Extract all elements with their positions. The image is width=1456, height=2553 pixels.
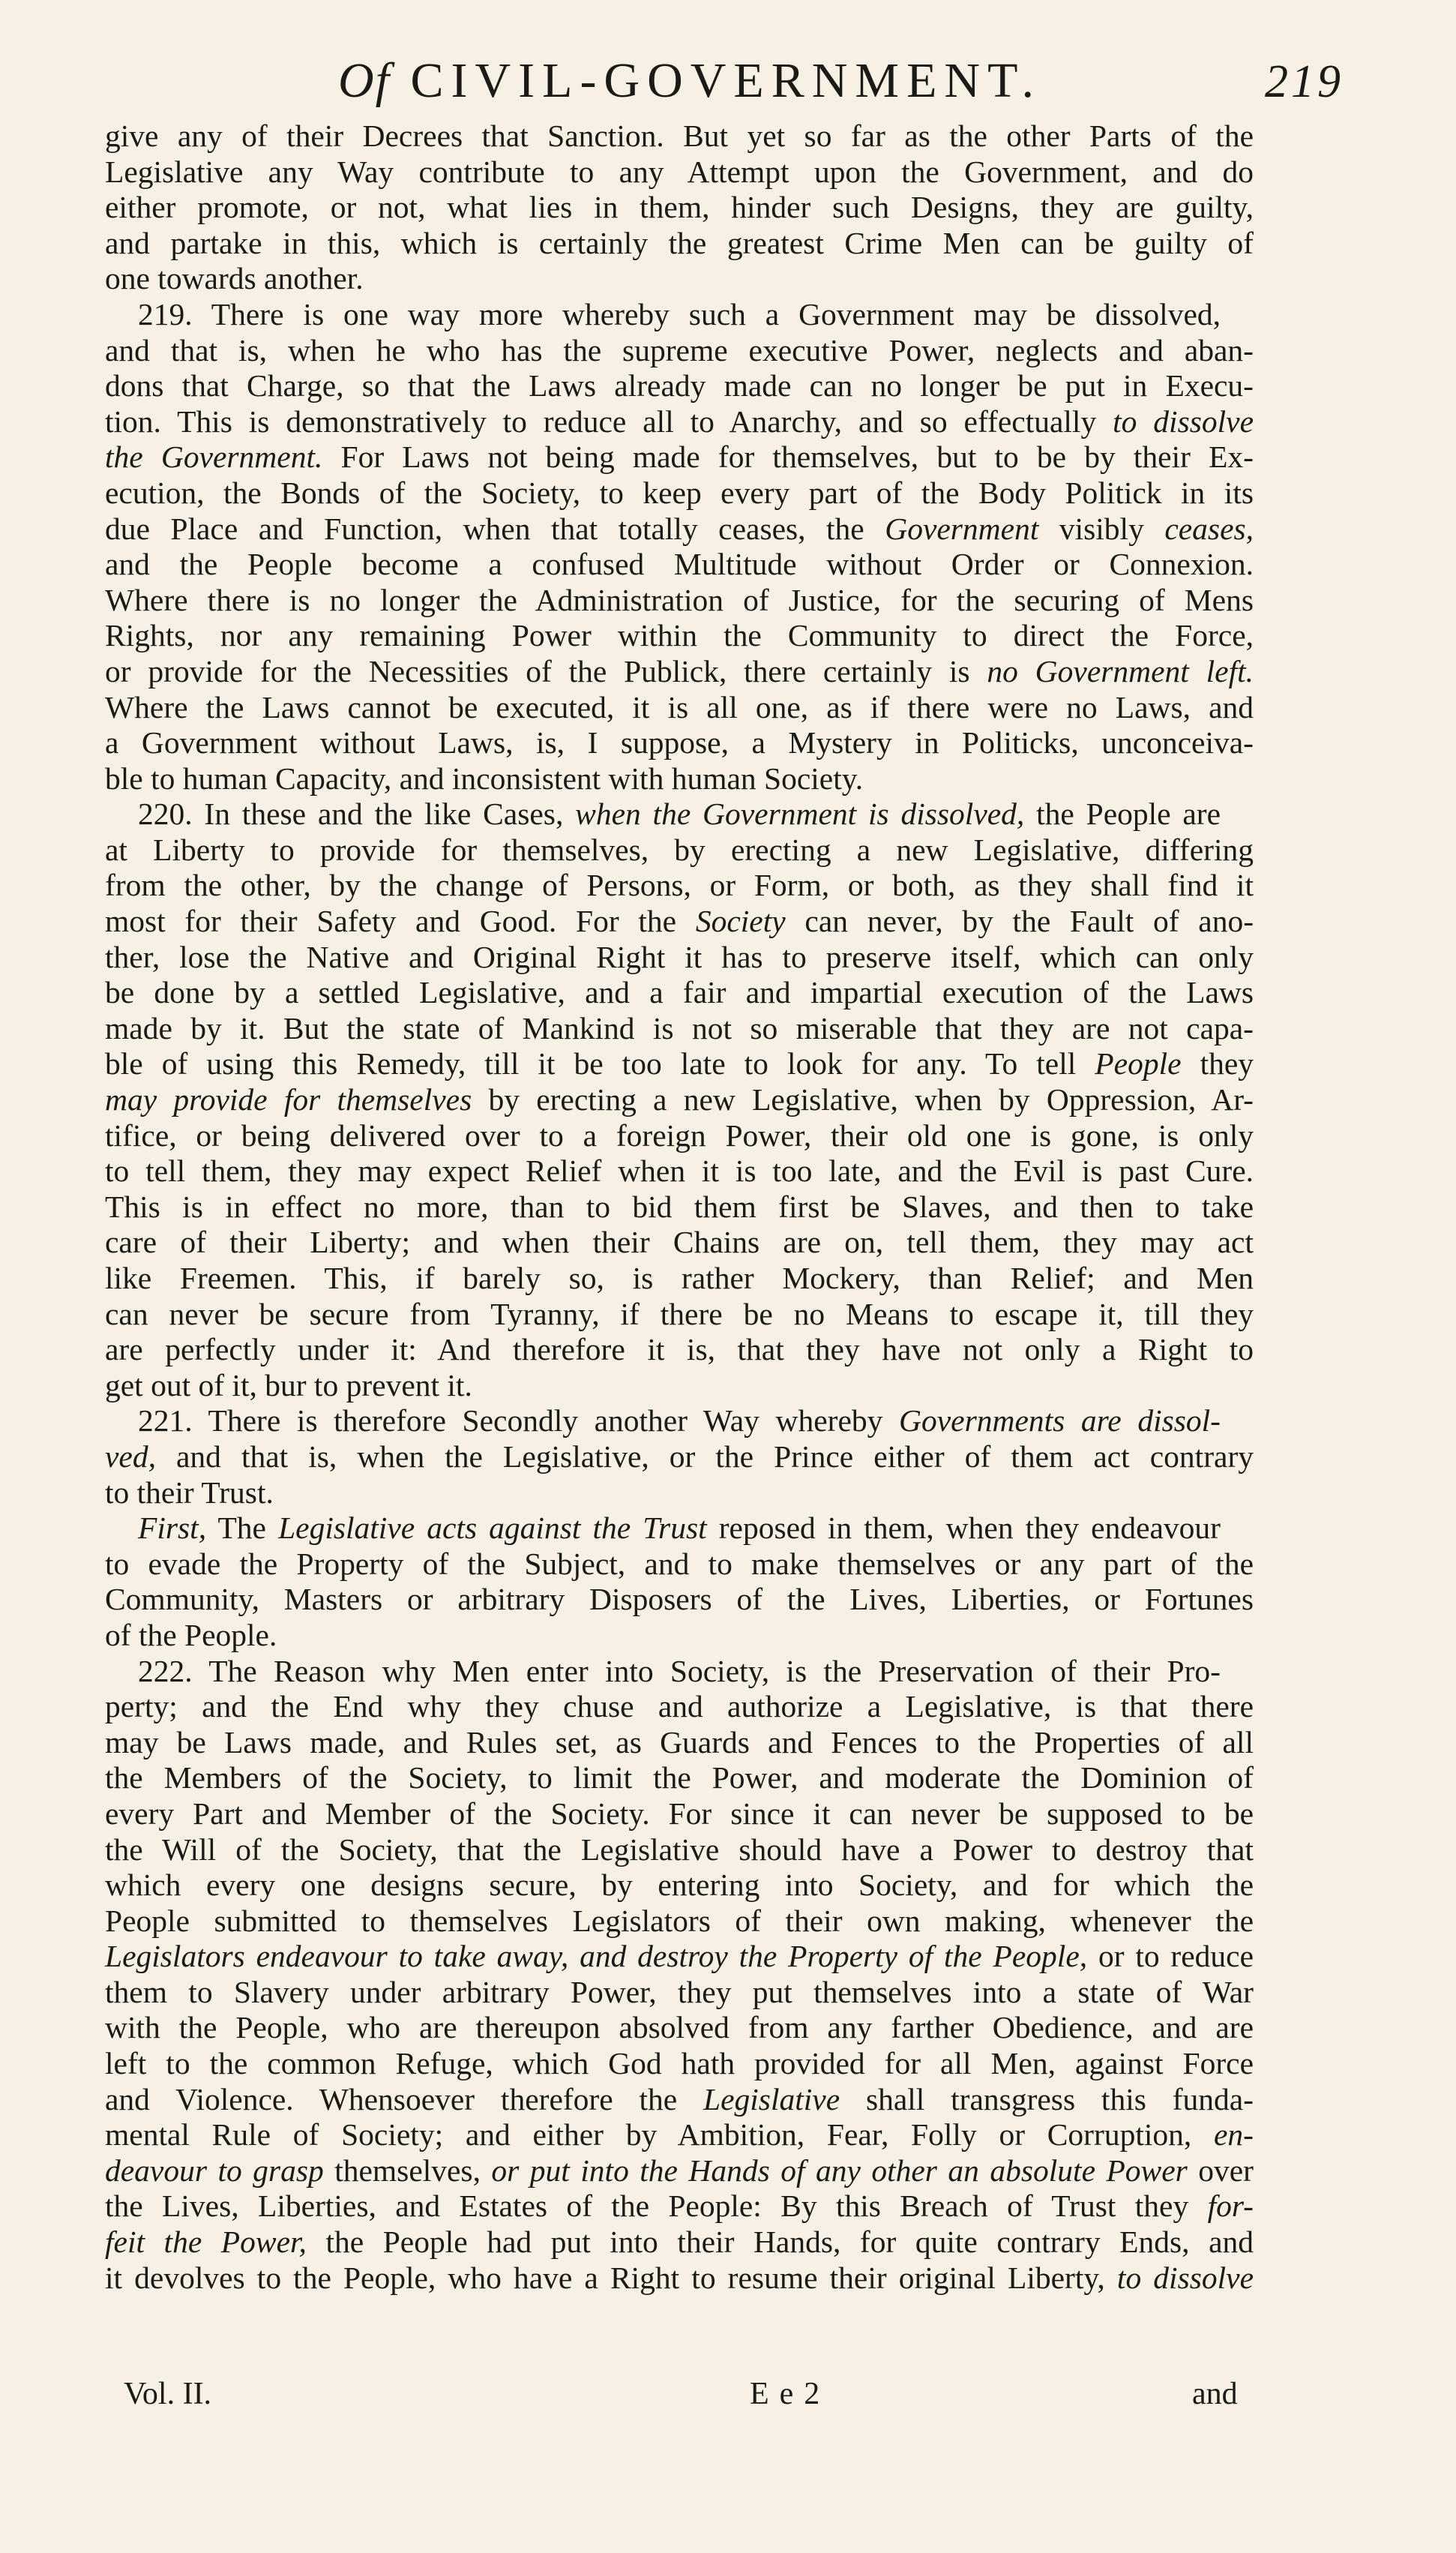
italic-phrase: to dissolve — [1116, 2260, 1254, 2295]
text-line: People submitted to themselves Legislators of their own making, whenever the — [105, 1903, 1254, 1938]
text-line: the Members of the Society, to limit the Power, and moderate the Dominion of — [105, 1760, 1254, 1796]
text-line: give any of their Decrees that Sanction. But yet so far as the other Parts of the — [105, 118, 1254, 153]
text-line: dons that Charge, so that the Laws already made can no longer be put in Execu- — [105, 368, 1254, 404]
text-line: deavour to grasp themselves, or put into the Hands of any other an absolute Power over — [105, 2152, 1254, 2188]
body-text — [105, 118, 1254, 2296]
text-line: can never be secure from Tyranny, if there be no Means to escape it, till they — [105, 1296, 1254, 1331]
text-line: them to Slavery under arbitrary Power, they put themselves into a state of War — [105, 1974, 1254, 2009]
text-line: from the other, by the change of Persons, or Form, or both, as they shall find it — [105, 868, 1254, 903]
text-line: are perfectly under it: And therefore it is, that they have not only a Right to — [105, 1332, 1254, 1367]
text-line: be done by a settled Legislative, and a fair and impartial execution of the Laws — [105, 975, 1254, 1010]
text-line: due Place and Function, when that totally ceases, the Government visibly ceases, — [105, 511, 1254, 546]
text-line: may provide for themselves by erecting a new Legislative, when by Oppression, Ar- — [105, 1082, 1254, 1118]
italic-phrase: to dissolve — [1113, 404, 1254, 439]
running-head-title — [277, 52, 1102, 110]
text-line: mental Rule of Society; and either by Ambition, Fear, Folly or Corruption, en- — [105, 2117, 1254, 2152]
text-line: care of their Liberty; and when their Chains are on, tell them, they may act — [105, 1225, 1254, 1260]
catchword: and — [1192, 2377, 1238, 2411]
italic-phrase: Legislative — [703, 2081, 840, 2116]
text-line: the Government. For Laws not being made for themselves, but to be by their Ex- — [105, 440, 1254, 475]
italic-phrase: may provide for themselves — [105, 1082, 472, 1118]
italic-phrase: ceases, — [1164, 511, 1254, 546]
text-line: Rights, nor any remaining Power within the Community to direct the Force, — [105, 618, 1254, 653]
text-line: get out of it, bur to prevent it. — [105, 1367, 472, 1402]
text-line: ble to human Capacity, and inconsistent with human Society. — [105, 760, 864, 796]
text-line: either promote, or not, what lies in them, hinder such Designs, they are guilty, — [105, 190, 1254, 225]
text-line: and Violence. Whensoever therefore the Legislative shall transgress this funda- — [105, 2081, 1254, 2116]
italic-phrase: for- — [1207, 2188, 1254, 2224]
text-line: Legislative any Way contribute to any Attempt upon the Government, and do — [105, 154, 1254, 189]
text-line: it devolves to the People, who have a Right to resume their original Liberty, to dissolve — [105, 2260, 1254, 2295]
italic-phrase: when the Government is dissolved, — [575, 796, 1025, 832]
italic-phrase: Government — [885, 511, 1039, 546]
italic-phrase: deavour to grasp — [105, 2152, 324, 2188]
paragraph-221-start: 221. There is therefore Secondly another Way whereby Governments are dissol- — [138, 1403, 1221, 1438]
italic-phrase: Society — [695, 904, 786, 939]
text-line: with the People, who are thereupon absolved from any farther Obedience, and are — [105, 2010, 1254, 2045]
italic-phrase: Governments are dissol- — [899, 1403, 1221, 1438]
text-line: left to the common Refuge, which God hath provided for all Men, against Force — [105, 2046, 1254, 2081]
italic-phrase: Legislators endeavour to take away, and destroy the Property of the People, — [105, 1939, 1088, 1974]
italic-phrase: no Government left. — [987, 653, 1254, 688]
running-head — [0, 52, 1456, 120]
italic-phrase: ved, — [105, 1438, 156, 1474]
text-line: a Government without Laws, is, I suppose, a Mystery in Politicks, unconceiva- — [105, 725, 1254, 760]
italic-phrase: feit the Power, — [105, 2224, 307, 2260]
italic-phrase: First, — [138, 1510, 207, 1546]
running-head-text: CIVIL-GOVERNMENT. — [410, 53, 1041, 108]
volume-label: Vol. II. — [124, 2377, 212, 2411]
italic-phrase: or put into the Hands of any other an absolute Power — [491, 2152, 1188, 2188]
text-line: First, The Legislative acts against the Trust reposed in them, when they endeavour — [138, 1510, 1221, 1546]
text-line: tion. This is demonstratively to reduce all to Anarchy, and so effectually to dissolve — [105, 404, 1254, 439]
text-line: like Freemen. This, if barely so, is rather Mockery, than Relief; and Men — [105, 1261, 1254, 1295]
text-line: ble of using this Remedy, till it be too late to look for any. To tell People they — [105, 1046, 1254, 1082]
text-line: Where there is no longer the Administration of Justice, for the securing of Mens — [105, 582, 1254, 617]
text-line: or provide for the Necessities of the Publick, there certainly is no Government left. — [105, 653, 1254, 688]
text-line: and that is, when he who has the supreme executive Power, neglects and aban- — [105, 332, 1254, 368]
text-line: Community, Masters or arbitrary Disposers of the Lives, Liberties, or Fortunes — [105, 1582, 1254, 1617]
italic-phrase: Legislative acts against the Trust — [278, 1510, 707, 1546]
text-line: This is in effect no more, than to bid them first be Slaves, and then to take — [105, 1189, 1254, 1224]
paragraph-220-start: 220. In these and the like Cases, when the Government is dissolved, the People are — [138, 796, 1221, 832]
text-line: of the People. — [105, 1617, 277, 1652]
running-head-of: Of — [337, 53, 391, 108]
text-line: the Will of the Society, that the Legislative should have a Power to destroy that — [105, 1832, 1254, 1867]
text-line: ecution, the Bonds of the Society, to keep every part of the Body Politick in its — [105, 475, 1254, 510]
text-line: to their Trust. — [105, 1474, 274, 1510]
paragraph-222-start: 222. The Reason why Men enter into Society, is the Preservation of their Pro- — [138, 1653, 1221, 1688]
text-line: and partake in this, which is certainly the greatest Crime Men can be guilty of — [105, 225, 1254, 260]
text-line: most for their Safety and Good. For the Society can never, by the Fault of ano- — [105, 904, 1254, 939]
signature-mark: Ee2 — [750, 2377, 831, 2411]
text-line: ved, and that is, when the Legislative, or the Prince either of them act contrary — [105, 1438, 1254, 1474]
italic-phrase: en- — [1214, 2117, 1254, 2152]
text-line: every Part and Member of the Society. For since it can never be supposed to be — [105, 1796, 1254, 1831]
text-line: which every one designs secure, by entering into Society, and for which the — [105, 1868, 1254, 1903]
page-footer — [0, 2376, 1456, 2421]
text-line: may be Laws made, and Rules set, as Guards and Fences to the Properties of all — [105, 1724, 1254, 1760]
text-line: and the People become a confused Multitude without Order or Connexion. — [105, 547, 1254, 582]
italic-phrase: the Government. — [105, 440, 323, 475]
text-line: Legislators endeavour to take away, and destroy the Property of the People, or to reduce — [105, 1939, 1254, 1974]
text-line: ther, lose the Native and Original Right it has to preserve itself, which can only — [105, 939, 1254, 974]
text-line: tifice, or being delivered over to a foreign Power, their old one is gone, is only — [105, 1118, 1254, 1153]
italic-phrase: People — [1095, 1046, 1182, 1082]
text-line: feit the Power, the People had put into their Hands, for quite contrary Ends, and — [105, 2224, 1254, 2260]
paragraph-219-start: 219. There is one way more whereby such a Government may be dissolved, — [138, 296, 1221, 332]
text-line: to tell them, they may expect Relief when it is too late, and the Evil is past Cure. — [105, 1154, 1254, 1189]
text-line: the Lives, Liberties, and Estates of the People: By this Breach of Trust they for- — [105, 2188, 1254, 2224]
text-line: at Liberty to provide for themselves, by erecting a new Legislative, differing — [105, 832, 1254, 867]
text-line: one towards another. — [105, 261, 364, 296]
text-line: perty; and the End why they chuse and authorize a Legislative, is that there — [105, 1689, 1254, 1724]
page-number: 219 — [1265, 56, 1344, 107]
text-line: Where the Laws cannot be executed, it is all one, as if there were no Laws, and — [105, 689, 1254, 724]
text-line: made by it. But the state of Mankind is not so miserable that they are not capa- — [105, 1010, 1254, 1046]
text-line: to evade the Property of the Subject, and to make themselves or any part of the — [105, 1546, 1254, 1581]
